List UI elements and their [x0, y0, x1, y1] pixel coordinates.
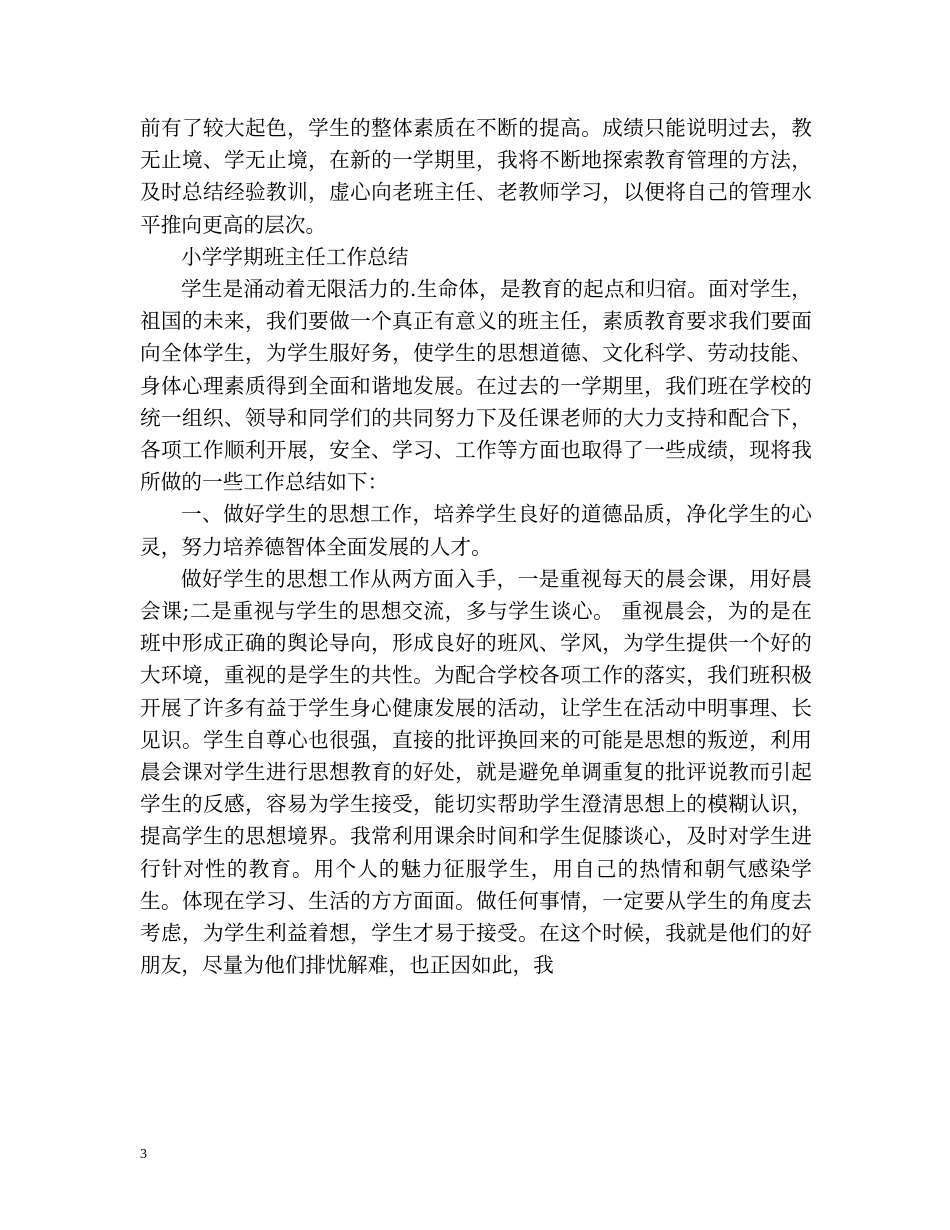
paragraph-continued: 前有了较大起色，学生的整体素质在不断的提高。成绩只能说明过去，教无止境、学无止境，在新的一学期里，我将不断地探索教育管理的方法，及时总结经验教训，虚心向老班主任、老教师学习，以便将自己的管理水平推向更高的层次。	[140, 116, 812, 237]
document-body	[140, 112, 812, 981]
section-title: 小学学期班主任工作总结	[181, 244, 409, 269]
paragraph-heading-one: 一、做好学生的思想工作，培养学生良好的道德品质，净化学生的心灵，努力培养德智体全面发展的人才。	[140, 502, 812, 559]
page-number: 3	[140, 1147, 147, 1162]
paragraph-intro: 学生是涌动着无限活力的.生命体，是教育的起点和归宿。面对学生，祖国的未来，我们要做一个真正有意义的班主任，素质教育要求我们要面向全体学生，为学生服好务，使学生的思想道德、文化科学、劳动技能、身体心理素质得到全面和谐地发展。在过去的一学期里，我们班在学校的统一组织、领导和同学们的共同努力下及任课老师的大力支持和配合下，各项工作顺利开展，安全、学习、工作等方面也取得了一些成绩，现将我所做的一些工作总结如下：	[140, 277, 812, 495]
paragraph-body: 做好学生的思想工作从两方面入手，一是重视每天的晨会课，用好晨会课;二是重视与学生的思想交流，多与学生谈心。 重视晨会，为的是在班中形成正确的舆论导向，形成良好的班风、学风，为学生提供一个好的大环境，重视的是学生的共性。为配合学校各项工作的落实，我们班积极开展了许多有益于学生身心健康发展的活动，让学生在活动中明事理、长见识。学生自尊心也很强，直接的批评换回来的可能是思想的叛逆，利用晨会课对学生进行思想教育的好处，就是避免单调重复的批评说教而引起学生的反感，容易为学生接受，能切实帮助学生澄清思想上的模糊认识，提高学生的思想境界。我常利用课余时间和学生促膝谈心，及时对学生进行针对性的教育。用个人的魅力征服学生，用自己的热情和朝气感染学生。体现在学习、生活的方方面面。做任何事情，一定要从学生的角度去考虑，为学生利益着想，学生才易于接受。在这个时候，我就是他们的好朋友，尽量为他们排忧解难，也正因如此，我	[140, 566, 812, 978]
